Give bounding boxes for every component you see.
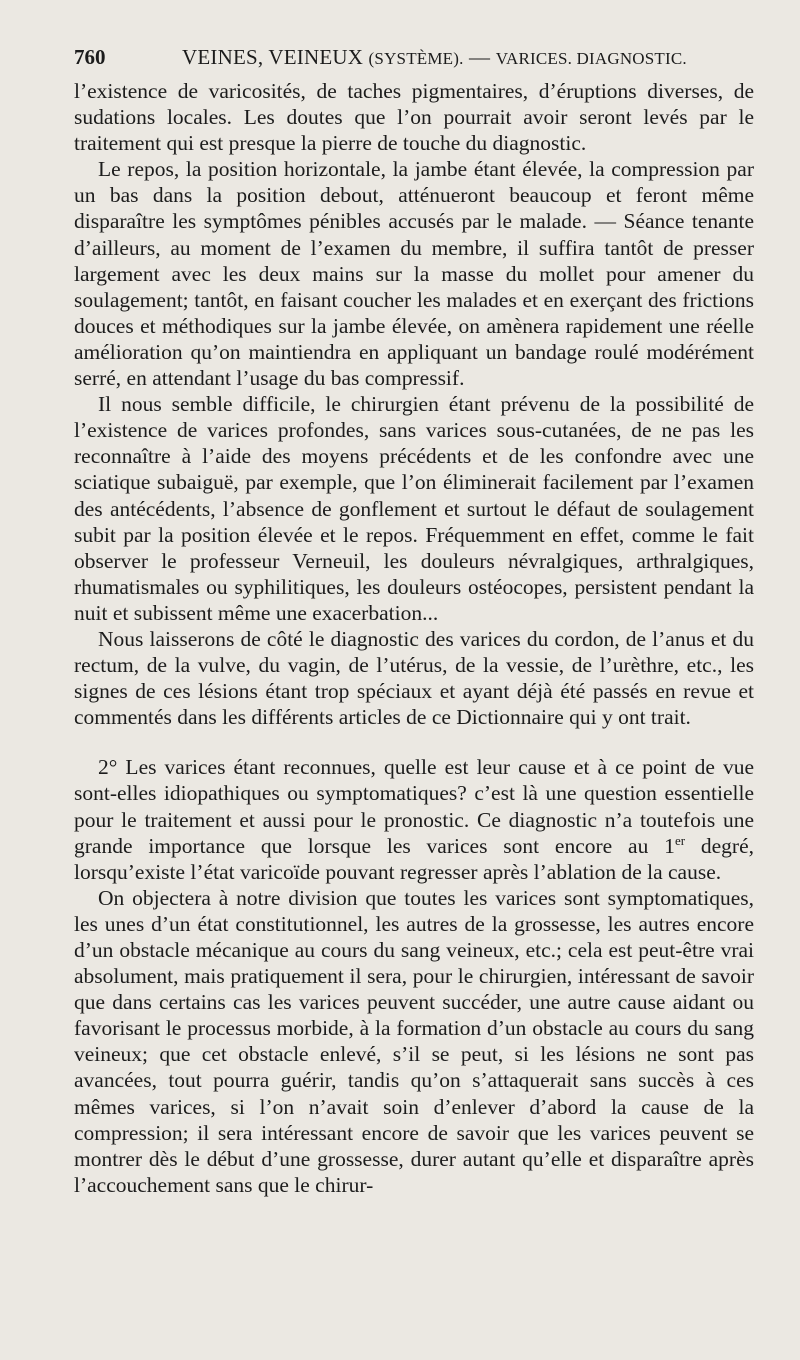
paragraph: Nous laisserons de côté le diagnostic des varices du cordon, de l’anus et du rectum, de la vulve, du vagin, de l’utérus, de la vessie, de l’urèthre, etc., les signes de ces lésions étant trop spéciaux et ayant déjà été passés en revue et commentés dans les différents articles de ce Dictionnaire qui y ont trait. [74,626,754,730]
running-title [182,44,687,72]
paragraph: On objectera à notre division que toutes les varices sont symptomatiques, les unes d’un état constitutionnel, les autres de la grossesse, les autres encore d’un obstacle mécanique au cours du sang veineux, etc.; cela est peut-être vrai absolument, mais pratiquement il sera, pour le chirurgien, intéressant de savoir que dans certains cas les varices peuvent succéder, une autre cause aidant ou favorisant le processus morbide, à la formation d’un obstacle au cours du sang veineux; que cet obstacle enlevé, s’il se peut, si les lésions ne sont pas avancées, tout pourra guérir, tandis qu’on s’attaquerait sans succès à ces mêmes varices, si l’on n’avait soin d’enlever d’abord la cause de la compression; il sera intéressant encore de savoir que les varices peuvent se montrer dès le début d’une grossesse, durer autant qu’elle et disparaître après l’accouchement sans que le chirur- [74,885,754,1197]
paragraph-text: 2° Les varices étant reconnues, quelle est leur cause et à ce point de vue sont-elles idiopathiques ou symptomatiques? c’est là une question essentielle pour le traitement et aussi pour le pronostic. Ce diagnostic n’a toutefois une grande importance que lorsque les varices sont encore au 1 [74,755,754,858]
page-number: 760 [74,45,106,69]
paragraph-section-2 [74,754,754,884]
body-text [74,78,754,1198]
paragraph-continued: l’existence de varicosités, de taches pigmentaires, d’éruptions diverses, de sudations locales. Les doutes que l’on pourrait avoir seront levés par le traitement qui est presque la pierre de touche du diagnostic. [74,79,754,156]
running-title-dash: — [469,45,491,69]
running-title-main: VEINES, VEINEUX [182,45,364,69]
ordinal-superscript: er [674,832,686,848]
paragraph: Le repos, la position horizontale, la jambe étant élevée, la compression par un bas dans la position debout, atténueront beaucoup et feront même disparaître les symptômes pénibles accusés par le malade. — Séance tenante d’ailleurs, au moment de l’examen du membre, il suffira tantôt de presser largement avec les deux mains sur la masse du mollet pour amener du soulagement; tantôt, en faisant coucher les malades et en exerçant des frictions douces et méthodiques sur la jambe élevée, on amènera rapidement une réelle amélioration qu’on maintiendra en appliquant un bandage roulé modérément serré, en attendant l’usage du bas compressif. [74,157,754,391]
running-title-paren: (SYSTÈME). [368,49,464,68]
paragraph-text: degré, lorsqu’existe l’état varicoïde pouvant regresser après l’ablation de la cause. [74,833,754,884]
running-title-section: VARICES. DIAGNOSTIC. [495,49,687,68]
paragraph: Il nous semble difficile, le chirurgien étant prévenu de la possibilité de l’existence de varices profondes, sans varices sous-cutanées, de ne pas les reconnaître à l’aide des moyens précédents et de les confondre avec une sciatique subaiguë, par exemple, que l’on éliminerait facilement par l’examen des antécédents, l’absence de gonflement et surtout le défaut de soulagement subit par la position élevée et le repos. Fréquemment en effet, comme le fait observer le professeur Verneuil, les douleurs névralgiques, arthralgiques, rhumatismales ou syphilitiques, les douleurs ostéocopes, persistent pendant la nuit et subissent même une exacerbation... [74,392,754,625]
